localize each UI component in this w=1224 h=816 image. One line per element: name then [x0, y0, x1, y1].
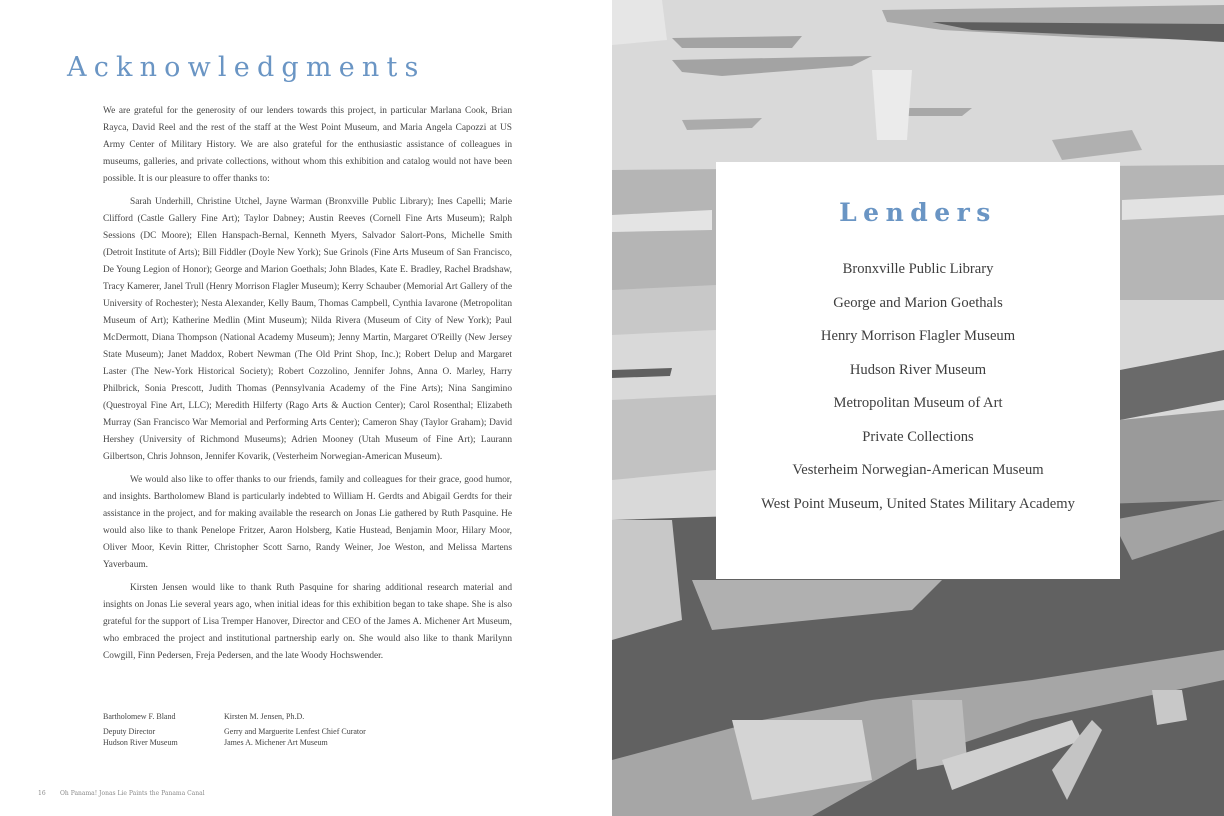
lender-item: Metropolitan Museum of Art	[833, 395, 1003, 411]
signature-bland	[103, 711, 178, 748]
signature-org: Hudson River Museum	[103, 738, 178, 747]
acknowledgments-paragraph-names: Sarah Underhill, Christine Utchel, Jayne Warman (Bronxville Public Library); Ines Capelli; Marie Clifford (Castle Gallery Fine Art); Taylor Dabney; Austin Reeves (Cornell Fine Arts Museum); Ralph Sessions (DC Moore); Ellen Hanspach-Bernal, Kenneth Myers, Salvador Salort-Pons, Michelle Smith (Detroit Institute of Arts); Bill Fiddler (Doyle New York); Sue Grinols (Fine Arts Museum of San Francisco, De Young Legion of Honor); George and Marion Goethals; John Blades, Kate E. Bradley, Rachel Bradshaw, Tracy Kamerer, Janel Trull (Henry Morrison Flagler Museum); Kerry Schauber (Memorial Art Gallery of the University of Rochester); Nesta Alexander, Kelly Baum, Thomas Campbell, Cynthia Iavarone (Metropolitan Museum of Art); Katherine Medlin (Mint Museum); Nilda Rivera (Museum of City of New York); Paul McDermott, Diana Thompson (National Academy Museum); Jenny Martin, Margaret O'Reilly (New Jersey State Museum); Janet Maddox, Robert Newman (The Old Print Shop, Inc.); Robert Delup and Margaret Laster (The New-York Historical Society); Robert Cozzolino, Jennifer Johns, Anna O. Marley, Harry Philbrick, Sonia Prescott, Judith Thomas (Pennsylvania Academy of the Fine Arts); Nina Sangimino (Questroyal Fine Art, LLC); Meredith Hilferty (Rago Arts & Auction Center); Carol Rosenthal; Elizabeth Murray (San Francisco War Memorial and Performing Arts Center); Cameron Shay (Taylor Graham); David Hershey (University of Richmond Museums); Adrien Mooney (Utah Museum of Fine Art); Laurann Gilbertson, Chris Johnson, Jennifer Kovarik, (Vesterheim Norwegian-American Museum).	[103, 197, 512, 462]
acknowledgments-body	[103, 103, 512, 671]
lender-item: Private Collections	[862, 428, 974, 445]
lender-item: Vesterheim Norwegian-American Museum	[792, 462, 1044, 478]
signature-name: Bartholomew F. Bland	[103, 712, 176, 721]
page-footer	[38, 790, 205, 797]
signature-org: James A. Michener Art Museum	[224, 738, 328, 747]
page-number: 16	[38, 790, 46, 797]
acknowledgments-heading: Acknowledgments	[67, 52, 426, 83]
lender-item: George and Marion Goethals	[833, 294, 1003, 311]
lender-item: Bronxville Public Library	[842, 261, 994, 277]
signature-name: Kirsten M. Jensen, Ph.D.	[224, 712, 305, 721]
signature-jensen	[224, 711, 366, 748]
right-page-lenders	[612, 0, 1224, 816]
lender-item: Henry Morrison Flagler Museum	[820, 328, 1016, 344]
signature-title: Gerry and Marguerite Lenfest Chief Curator	[224, 727, 366, 736]
acknowledgments-paragraph-jensen: Kirsten Jensen would like to thank Ruth Pasquine for sharing additional research material and insights on Jonas Lie several years ago, when initial ideas for this exhibition began to take shape. She is also grateful for the support of Lisa Tremper Hanover, Director and CEO of the James A. Michener Art Museum, who embraced the project and institutional partnership early on. She would also like to thank Marilynn Cowgill, Finn Pedersen, Freja Pedersen, and the late Woody Hochswender.	[103, 583, 512, 661]
signature-title: Deputy Director	[103, 727, 156, 736]
lenders-list	[716, 257, 1120, 525]
lender-item: West Point Museum, United States Military Academy	[761, 495, 1075, 512]
lenders-heading: Lenders	[839, 198, 997, 227]
lenders-panel	[716, 162, 1120, 579]
acknowledgments-paragraph-bland: We would also like to offer thanks to our friends, family and colleagues for their grace, good humor, and insights. Bartholomew Bland is particularly indebted to William H. Gerdts and Abigail Gerdts for their assistance in the project, and for making available the research on Jonas Lie gathered by Ruth Pasquine. He would also like to thank Penelope Fritzer, Aaron Holsberg, Katie Hustead, Benjamin Moor, Hilary Moor, Oliver Moor, Kevin Ritter, Christopher Scott Sarno, Randy Weiner, Joe Weston, and Melissa Martens Yaverbaum.	[103, 475, 512, 570]
lender-item: Hudson River Museum	[849, 361, 987, 378]
acknowledgments-paragraph-intro: We are grateful for the generosity of our lenders towards this project, in particular Marlana Cook, Brian Rayca, David Reel and the rest of the staff at the West Point Museum, and Maria Angela Capozzi at US Army Center of Military History. We are also grateful for the enthusiastic assistance of colleagues in museums, galleries, and private collections, without whom this exhibition and catalog would not have been possible. It is our pleasure to offer thanks to:	[103, 106, 512, 184]
running-title: Oh Panama! Jonas Lie Paints the Panama Canal	[60, 790, 205, 797]
